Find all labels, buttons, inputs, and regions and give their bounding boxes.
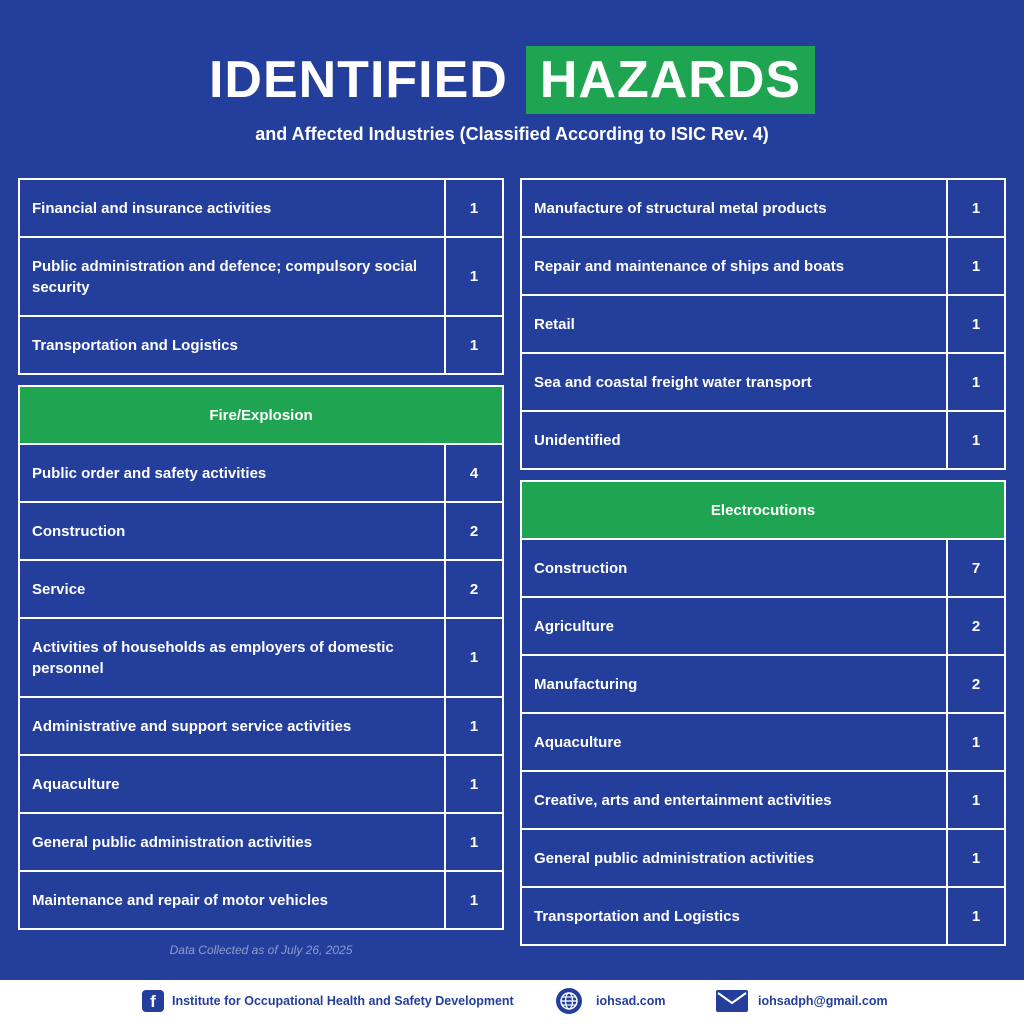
footer-email[interactable] [716,990,888,1012]
right-column [520,178,1006,946]
table-row [20,696,502,754]
row-value: 1 [444,814,502,870]
footer-website[interactable] [556,988,665,1014]
website-label: iohsad.com [596,994,666,1008]
left-column [18,178,504,930]
table-row [522,770,1004,828]
row-label: Aquaculture [32,775,120,793]
table-row [20,443,502,501]
table-row [522,828,1004,886]
row-value: 1 [946,296,1004,352]
table-row [20,501,502,559]
row-value: 2 [444,503,502,559]
table-row [522,712,1004,770]
row-label: Aquaculture [534,733,622,751]
row-value: 1 [444,180,502,236]
table-row [522,410,1004,468]
electrocutions-table [520,480,1006,946]
table-row [20,754,502,812]
globe-icon [556,988,582,1014]
table-row [522,180,1004,236]
row-label: Public administration and defence; compulsory social security [32,257,418,296]
footer-facebook[interactable] [142,990,514,1012]
facebook-icon: f [142,990,164,1012]
row-value: 2 [946,598,1004,654]
row-label: Unidentified [534,431,621,449]
row-label: Construction [32,522,126,540]
row-value: 1 [444,238,502,315]
table-row [20,559,502,617]
row-label: Creative, arts and entertainment activities [534,791,832,809]
facebook-label: Institute for Occupational Health and Safety Development [172,994,514,1008]
table-row [522,352,1004,410]
row-label: Administrative and support service activities [32,717,352,735]
row-value: 1 [946,830,1004,886]
table-row [522,236,1004,294]
row-value: 4 [444,445,502,501]
row-value: 1 [444,756,502,812]
row-label: Financial and insurance activities [32,199,272,217]
row-value: 1 [444,619,502,696]
table-row [20,812,502,870]
row-label: Manufacture of structural metal products [534,199,827,217]
fire-explosion-header: Fire/Explosion [20,387,502,443]
row-label: Retail [534,315,575,333]
row-label: General public administration activities [534,849,815,867]
row-value: 1 [946,354,1004,410]
table-row [522,294,1004,352]
row-label: Service [32,580,86,598]
fire-explosion-table [18,385,504,930]
row-label: General public administration activities [32,833,313,851]
row-value: 1 [444,872,502,928]
row-label: Activities of households as employers of domestic personnel [32,638,394,677]
title [0,46,1024,114]
title-part1: IDENTIFIED [208,51,508,109]
row-value: 1 [946,888,1004,944]
right-top-table [520,178,1006,470]
table-row [20,236,502,315]
row-label: Transportation and Logistics [32,336,238,354]
row-value: 1 [444,317,502,373]
row-value: 1 [946,772,1004,828]
table-row [522,596,1004,654]
row-label: Construction [534,559,628,577]
left-top-table [18,178,504,375]
row-label: Maintenance and repair of motor vehicles [32,891,328,909]
electrocutions-header: Electrocutions [522,482,1004,538]
row-label: Public order and safety activities [32,464,267,482]
table-row [522,654,1004,712]
row-value: 1 [946,412,1004,468]
row-label: Sea and coastal freight water transport [534,373,812,391]
row-label: Repair and maintenance of ships and boats [534,257,845,275]
row-value: 1 [946,714,1004,770]
row-label: Agriculture [534,617,615,635]
table-row [20,180,502,236]
row-value: 1 [946,238,1004,294]
footer [0,980,1024,1024]
row-value: 7 [946,540,1004,596]
table-row [522,538,1004,596]
subtitle: and Affected Industries (Classified According to ISIC Rev. 4) [255,124,769,144]
table-row [20,617,502,696]
email-label: iohsadph@gmail.com [758,994,888,1008]
table-row [522,886,1004,944]
row-value: 2 [946,656,1004,712]
table-row [20,315,502,373]
data-date-note: Data Collected as of July 26, 2025 [169,943,353,957]
row-label: Manufacturing [534,675,638,693]
mail-icon [716,990,748,1012]
row-label: Transportation and Logistics [534,907,740,925]
row-value: 1 [444,698,502,754]
table-row [20,870,502,928]
title-part2-highlight: HAZARDS [526,46,815,114]
row-value: 1 [946,180,1004,236]
row-value: 2 [444,561,502,617]
